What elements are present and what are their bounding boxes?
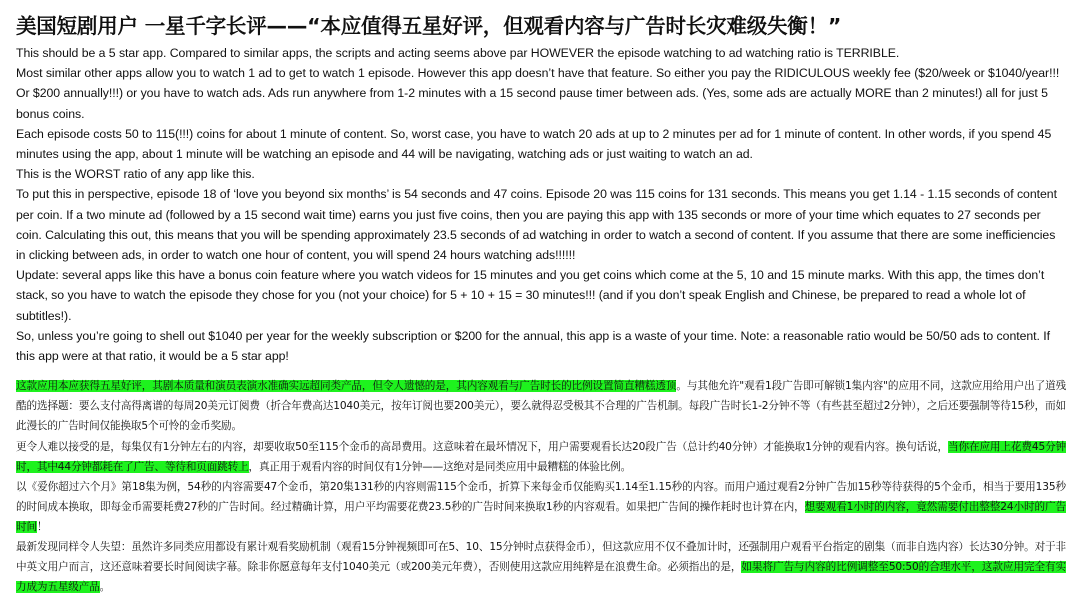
page-title: 美国短剧用户 一星千字长评——“本应值得五星好评，但观看内容与广告时长灾难级失衡！” bbox=[16, 14, 842, 38]
english-paragraph: This should be a 5 star app. Compared to similar apps, the scripts and acting seems above par HOWEVER the episode watching to ad watching ratio is TERRIBLE. bbox=[16, 46, 900, 60]
paragraph-text: ！ bbox=[36, 520, 48, 533]
highlighted-text: 这款应用本应获得五星好评，其剧本质量和演员表演水准确实远超同类产品，但令人遗憾的是，其内容观看与广告时长的比例设置简直糟糕透顶 bbox=[16, 380, 677, 393]
section-gap bbox=[16, 366, 1066, 376]
highlighted-text: 如果将广告与内容的比例调整至50:50的合理水平，这款应用完全有实力成为五星级产品 bbox=[16, 561, 1067, 594]
english-paragraph: Update: several apps like this have a bonus coin feature where you watch videos for 15 minutes and you get coins which come at the 5, 10 and 15 minute marks. With this app, the times don’t stack, so you have to watch the episode they chose for you (not your choice) for 5 + 10 + 15 = 30 minutes!!! (and if you don’t speak English and Chinese, be prepared to read a whole lot of subtitles!). bbox=[16, 268, 1045, 323]
english-review bbox=[16, 43, 1066, 366]
english-paragraph: To put this in perspective, episode 18 of ‘love you beyond six months’ is 54 seconds and 47 coins. Episode 20 was 115 coins for 131 seconds. This means you get 1.14 - 1.15 seconds of content per coin. If a two minute ad (followed by a 15 second wait time) earns you just five coins, then you are paying this app with 135 seconds or more of your time which equates to 27 seconds per coin. Calculating this out, this means that you will be spending approximately 23.5 seconds of ad watching in order to watch a second of content. If you assume that there are some inefficiencies in clicking between ads, in order to watch one hour of content, you will spend 24 hours watching ads!!!!!! bbox=[16, 187, 1057, 263]
english-paragraph: Most similar other apps allow you to watch 1 ad to get to watch 1 episode. However this app doesn’t have that feature. So either you pay the RIDICULOUS weekly fee ($20/week or $1040/year!!! Or $200 annually!!!) or you have to watch ads. Ads run anywhere from 1-2 minutes with a 15 second pause timer between ads. (Yes, some ads are actually MORE than 2 minutes!) all for just 5 bonus coins. bbox=[16, 66, 1060, 121]
paragraph-text: 以《爱你超过六个月》第18集为例，54秒的内容需要47个金币，第20集131秒的内容则需115个金币，折算下来每金币仅能购买1.14至1.15秒的内容。而用户通过观看2分钟广告加15秒等待获得的5个金币，相当于要用135秒的时间成本换取，即每金币需要耗费27秒的广告时间。经过精确计算，用户平均需要花费23.5秒的广告时间来换取1秒的内容观看。如果把广告间的操作耗时也计算在内， bbox=[16, 480, 1066, 513]
english-paragraph: This is the WORST ratio of any app like this. bbox=[16, 167, 255, 182]
paragraph-text: ，真正用于观看内容的时间仅有1分钟——这绝对是同类应用中最糟糕的体验比例。 bbox=[248, 460, 632, 473]
chinese-paragraph bbox=[16, 477, 1066, 537]
paragraph-text: 。 bbox=[99, 581, 111, 594]
english-paragraph: Each episode costs 50 to 115(!!!) coins for about 1 minute of content. So, worst case, you have to watch 20 ads at up to 2 minutes per ad for 1 minute of content. In other words, if you spend 45 minutes using the app, about 1 minute will be watching an episode and 44 will be navigating, watching ads or just waiting to watch an ad. bbox=[16, 126, 1052, 162]
chinese-paragraph bbox=[16, 537, 1066, 597]
english-paragraph: So, unless you’re going to shell out $1040 per year for the weekly subscription or $200 for the annual, this app is a waste of your time. Note: a reasonable ratio would be 50/50 ads to content. If this app were at that ratio, it would be a 5 star app! bbox=[16, 328, 1051, 364]
paragraph-text: 最新发现同样令人失望：虽然许多同类应用都设有累计观看奖励机制（观看15分钟视频即可在5、10、15分钟时点获得金币），但这款应用不仅不叠加计时，还强制用户观看平台指定的剧集（而非自选内容）长达30分钟。对于非中英文用户而言，这还意味着要长时间阅读字幕。除非你愿意每年支付1040美元（或200美元年费），否则使用这款应用纯粹是在浪费生命。必须指出的是， bbox=[16, 541, 1066, 574]
highlighted-text: 当你在应用上花费45分钟时，其中44分钟都耗在了广告、等待和页面跳转上 bbox=[16, 440, 1066, 473]
chinese-translation bbox=[16, 376, 1066, 597]
paragraph-text: 更令人难以接受的是，每集仅有1分钟左右的内容，却要收取50至115个金币的高昂费用。这意味着在最坏情况下，用户需要观看长达20段广告（总计约40分钟）才能换取1分钟的观看内容。换句话说， bbox=[16, 440, 949, 453]
chinese-paragraph bbox=[16, 376, 1066, 436]
highlighted-text: 想要观看1小时的内容，竟然需要付出整整24小时的广告时间 bbox=[16, 500, 1066, 533]
chinese-paragraph bbox=[16, 437, 1066, 477]
paragraph-text: 。与其他允许"观看1段广告即可解锁1集内容"的应用不同，这款应用给用户出了道残酷的选择题：要么支付高得离谱的每周20美元订阅费（折合年费高达1040美元，按年订阅也要200美元），要么就得忍受极其不合理的广告机制。每段广告时长1-2分钟不等（有些甚至超过2分钟），之后还要强制等待15秒，而如此漫长的广告时间仅能换取5个可怜的金币奖励。 bbox=[16, 380, 1067, 433]
